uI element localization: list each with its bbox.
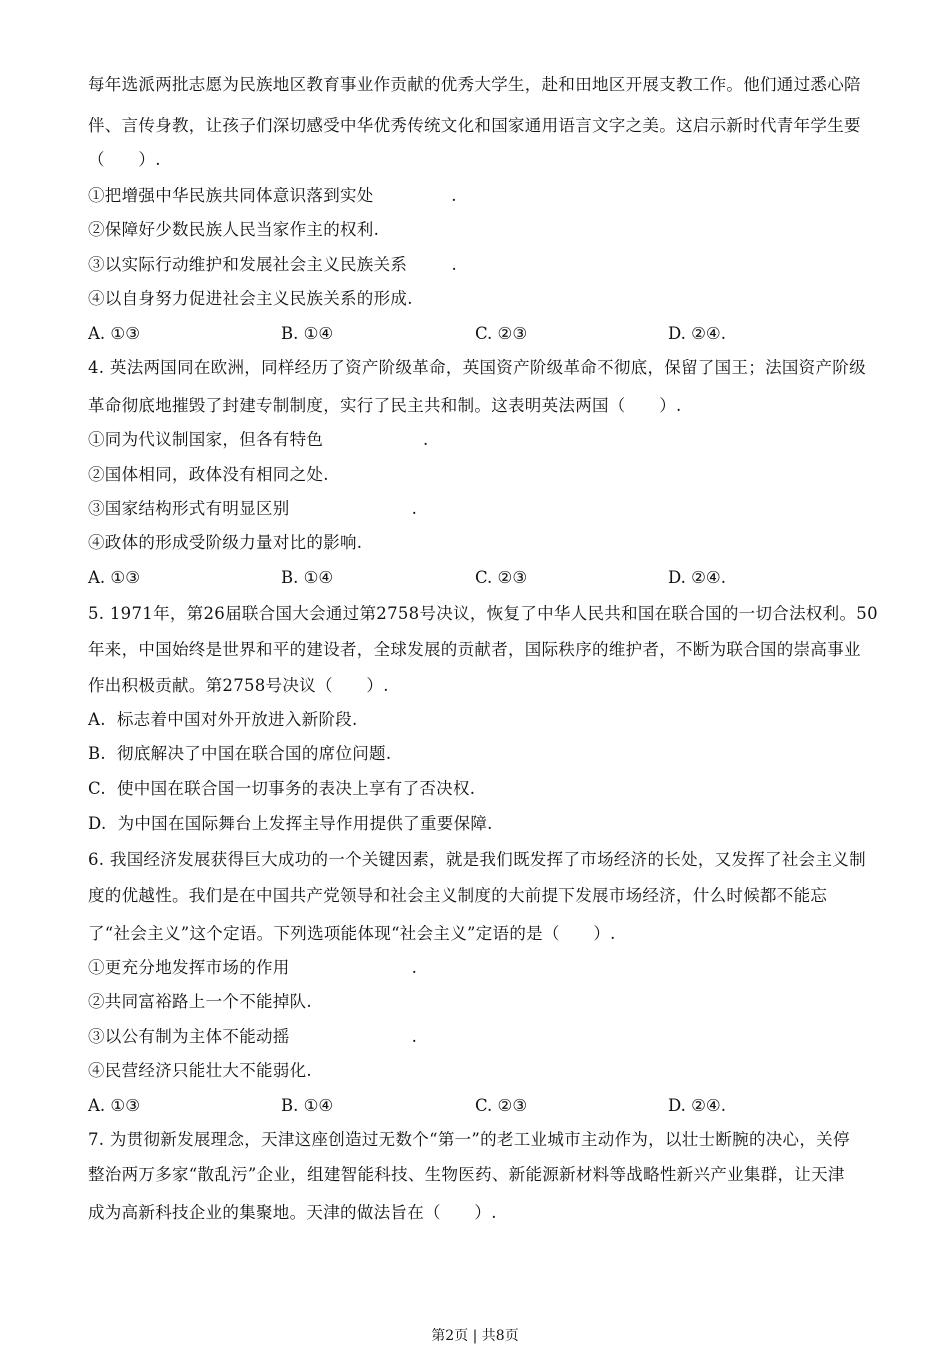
- text-line: ④以自身努力促进社会主义民族关系的形成.: [88, 289, 413, 308]
- answer-option: C. ②③: [475, 1096, 528, 1115]
- text-line: 7. 为贯彻新发展理念，天津这座创造过无数个“第一”的老工业城市主动作为，以壮士断腕的决心，关停: [88, 1130, 850, 1149]
- text-line: ④政体的形成受阶级力量对比的影响.: [88, 533, 363, 552]
- answer-option: B. ①④: [281, 1096, 334, 1115]
- text-line: 革命彻底地摧毁了封建专制制度，实行了民主共和制。这表明英法两国（ ）.: [88, 396, 682, 415]
- text-line: ③以公有制为主体不能动摇 .: [88, 1027, 418, 1046]
- text-line: 伴、言传身教，让孩子们深切感受中华优秀传统文化和国家通用语言文字之美。这启示新时代青年学生要: [88, 116, 861, 135]
- text-line: 年来，中国始终是世界和平的建设者，全球发展的贡献者，国际秩序的维护者，不断为联合国的崇高事业: [88, 640, 861, 659]
- text-line: 度的优越性。我们是在中国共产党领导和社会主义制度的大前提下发展市场经济，什么时候都不能忘: [88, 886, 828, 905]
- text-line: 成为高新科技企业的集聚地。天津的做法旨在（ ）.: [88, 1203, 497, 1222]
- answer-option: C. ②③: [475, 324, 528, 343]
- text-line: ②国体相同，政体没有相同之处.: [88, 465, 329, 484]
- text-line: ①同为代议制国家，但各有特色 .: [88, 430, 429, 449]
- text-line: ①把增强中华民族共同体意识落到实处 .: [88, 186, 457, 205]
- text-line: D. 为中国在国际舞台上发挥主导作用提供了重要保障.: [88, 814, 493, 833]
- answer-option: D. ②④.: [668, 1096, 726, 1115]
- text-line: 作出积极贡献。第2758号决议（ ）.: [88, 676, 389, 695]
- text-line: B. 彻底解决了中国在联合国的席位问题.: [88, 744, 392, 763]
- page-footer: 第2页 | 共8页: [431, 1328, 519, 1344]
- text-line: （ ）.: [88, 150, 161, 169]
- text-line: ④民营经济只能壮大不能弱化.: [88, 1061, 312, 1080]
- text-line: ③国家结构形式有明显区别 .: [88, 499, 418, 518]
- text-line: 6. 我国经济发展获得巨大成功的一个关键因素，就是我们既发挥了市场经济的长处，又发挥了社会主义制: [88, 850, 866, 869]
- text-line: 每年选派两批志愿为民族地区教育事业作贡献的优秀大学生，赴和田地区开展支教工作。他们通过悉心陪: [88, 75, 861, 94]
- text-line: A. 标志着中国对外开放进入新阶段.: [88, 710, 358, 729]
- answer-option: B. ①④: [281, 568, 334, 587]
- text-line: ②保障好少数民族人民当家作主的权利.: [88, 220, 380, 239]
- answer-option: A. ①③: [88, 1096, 140, 1115]
- text-line: ③以实际行动维护和发展社会主义民族关系 .: [88, 255, 458, 274]
- text-line: 4. 英法两国同在欧洲，同样经历了资产阶级革命，英国资产阶级革命不彻底，保留了国王；法国资产阶级: [88, 358, 866, 377]
- answer-option: D. ②④.: [668, 324, 726, 343]
- answer-option: D. ②④.: [668, 568, 726, 587]
- text-line: 5. 1971年，第26届联合国大会通过第2758号决议，恢复了中华人民共和国在联合国的一切合法权利。50: [88, 604, 878, 623]
- answer-option: C. ②③: [475, 568, 528, 587]
- answer-option: A. ①③: [88, 568, 140, 587]
- text-line: ②共同富裕路上一个不能掉队.: [88, 992, 312, 1011]
- text-line: C. 使中国在联合国一切事务的表决上享有了否决权.: [88, 779, 476, 798]
- answer-option: A. ①③: [88, 324, 140, 343]
- text-line: ①更充分地发挥市场的作用 .: [88, 958, 418, 977]
- text-line: 了“社会主义”这个定语。下列选项能体现“社会主义”定语的是（ ）.: [88, 924, 616, 943]
- text-line: 整治两万多家“散乱污”企业，组建智能科技、生物医药、新能源新材料等战略性新兴产业集群，让天津: [88, 1165, 845, 1184]
- answer-option: B. ①④: [281, 324, 334, 343]
